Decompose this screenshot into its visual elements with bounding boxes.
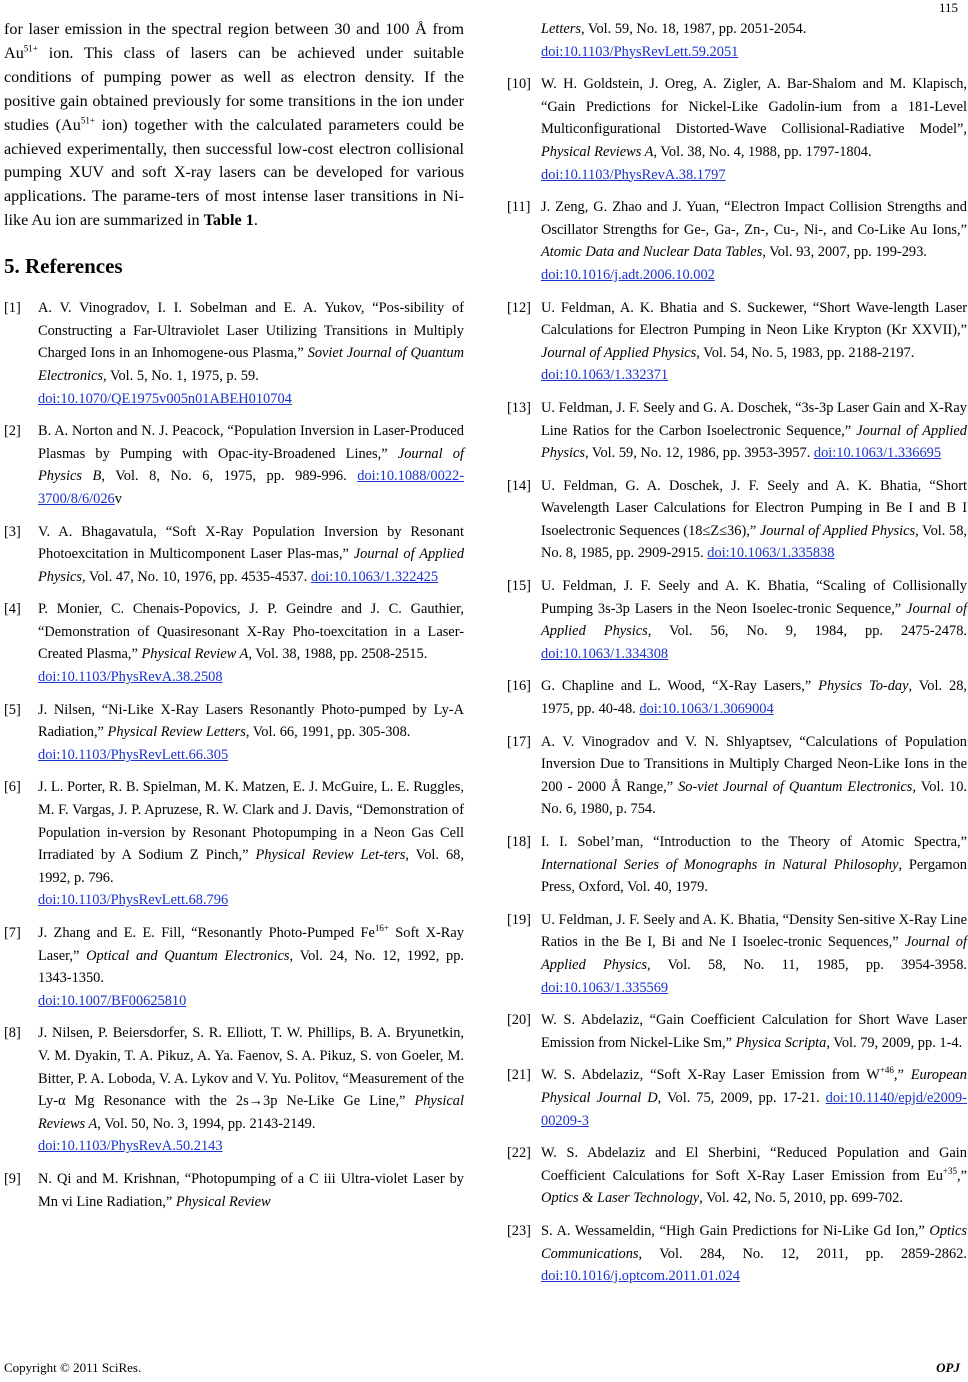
reference-text: V. A. Bhagavatula, “Soft X-Ray Population Inversion by Resonant Photoexcitation in Multicomponent Laser Plas-mas,” Journal of Applied Physics, Vol. 47, No. 10, 1976, pp. 4535-4537. doi:10.1063/1.322425 [38, 523, 465, 585]
reference-item [507, 1064, 967, 1132]
reference-text: U. Feldman, J. F. Seely and A. K. Bhatia, “Density Sen-sitive X-Ray Line Ratios in the Be I, Bi and Ne I Isoelec-tronic Sequences,” Journal of Applied Physics, Vol. 58, No. 11, 1985, pp. 3954-3958. doi:10.1063/1.335569 [541, 911, 967, 996]
reference-text: W. S. Abdelaziz, “Gain Coefficient Calculation for Short Wave Laser Emission from Nickel-Like Sm,” Physica Scripta, Vol. 79, 2009, pp. 1-4. [541, 1012, 967, 1051]
reference-text: N. Qi and M. Krishnan, “Photopumping of a C iii Ultra-violet Laser by Mn vi Line Radiation,” Physical Review [38, 1170, 464, 1210]
reference-number: [23] [507, 1222, 531, 1239]
reference-text: G. Chapline and L. Wood, “X-Ray Lasers,” Physics To-day, Vol. 28, 1975, pp. 40-48. doi:10.1063/1.3069004 [541, 678, 967, 718]
reference-item [4, 1022, 464, 1158]
reference-text: J. Zhang and E. E. Fill, “Resonantly Photo-Pumped $Fe^{16+}$ Soft X-Ray Laser,” Optical and Quantum Electronics, Vol. 24, No. 12, 1992, pp. 1343-1350. doi:10.1007/BF00625810 [38, 923, 464, 1009]
reference-item [4, 297, 464, 410]
reference-item [4, 598, 464, 688]
doi-link[interactable]: doi:10.1063/1.322425 [310, 568, 439, 585]
doi-link[interactable]: doi:10.1063/1.3069004 [639, 701, 774, 718]
reference-number: [20] [507, 1012, 531, 1029]
reference-item [4, 521, 464, 589]
doi-link[interactable]: doi:10.1007/BF00625810 [38, 992, 187, 1009]
reference-text: Letters, Vol. 59, No. 18, 1987, pp. 2051-2054. doi:10.1103/PhysRevLett.59.2051 [541, 21, 807, 60]
reference-item [4, 1168, 464, 1213]
copyright-text: Copyright © 2011 SciRes. [4, 1360, 142, 1375]
reference-item [507, 575, 967, 665]
reference-number: [8] [4, 1025, 21, 1042]
reference-number: [6] [4, 779, 21, 796]
reference-item [507, 909, 967, 999]
reference-number: [4] [4, 601, 21, 618]
reference-number: [21] [507, 1067, 531, 1084]
reference-text: U. Feldman, G. A. Doschek, J. F. Seely and A. K. Bhatia, “Short Wavelength Laser Calculations for Electron Pumping in Be I and B I Isoelectronic Sequences (18≤Z≤36),” Journal of Applied Physics, Vol. 58, No. 8, 1985, pp. 2909-2915. doi:10.1063/1.335838 [541, 477, 967, 562]
reference-list-right [507, 18, 967, 1288]
reference-text: J. Nilsen, P. Beiersdorfer, S. R. Elliott, T. W. Phillips, B. A. Bryunetkin, V. M. Dyakin, T. A. Pikuz, A. Ya. Faenov, S. A. Pikuz, S. von Goeler, M. Bitter, P. A. Loboda, V. A. Lykov and V. Yu. Politov, “Measurement of the Ly-α Mg Resonance with the 2s→3p Ne-Like Ge Line,” Physical Reviews A, Vol. 50, No. 3, 1994, pp. 2143-2149. doi:10.1103/PhysRevA.50.2143 [38, 1025, 464, 1155]
reference-item [507, 196, 967, 286]
doi-link[interactable]: doi:10.1063/1.335838 [707, 545, 835, 562]
doi-link[interactable]: doi:10.1103/PhysRevA.38.2508 [38, 669, 223, 686]
reference-text: J. L. Porter, R. B. Spielman, M. K. Matzen, E. J. McGuire, L. E. Ruggles, M. F. Vargas, J. P. Apruzese, R. W. Clark and J. Davis, “Demonstration of Population in-version by Resonant Photopumping in a Neon Gas Cell Irradiated by A Sodium Z Pinch,” Physical Review Let-ters, Vol. 68, 1992, p. 796. doi:10.1103/PhysRevLett.68.796 [38, 779, 464, 909]
reference-item [4, 776, 464, 912]
reference-item [507, 1009, 967, 1054]
doi-link[interactable]: doi:10.1103/PhysRevLett.59.2051 [541, 43, 739, 60]
references-heading: 5. References [4, 254, 123, 279]
conclusion-paragraph: for laser emission in the spectral region between 30 and 100 Å from $Au^{51+}$ ion. This class of lasers can be achieved under suitable conditions of pumping power as well as electron density. If the positive gain obtained previously for some transitions in the ion under studies ($Au^{51+}$ ion) together with the calculated parameters could be achieved experimentally, then successful low-cost electron collisional pumping XUV and soft X-ray lasers can be developed for various applications. The parame-ters of most intense laser transitions in Ni-like Au ion are summarized in Table 1. [4, 20, 465, 230]
reference-text: W. H. Goldstein, J. Oreg, A. Zigler, A. Bar-Shalom and M. Klapisch, “Gain Predictions for Nickel-Like Gadolin-ium from a 181-Level Multiconfigurational Distorted-Wave Collisional-Radiative Model”, Physical Reviews A, Vol. 38, No. 4, 1988, pp. 1797-1804. doi:10.1103/PhysRevA.38.1797 [541, 76, 967, 183]
reference-item [507, 1220, 967, 1288]
reference-item [507, 18, 967, 63]
reference-number: [2] [4, 423, 21, 440]
reference-number: [9] [4, 1170, 21, 1187]
reference-item [507, 297, 967, 387]
reference-text: W. S. Abdelaziz, “Soft X-Ray Laser Emission from $W^{+46}$,” European Physical Journal D, Vol. 75, 2009, pp. 17-21. doi:10.1140/epjd/e2009-00209-3 [541, 1065, 967, 1129]
doi-link[interactable]: doi:10.1103/PhysRevLett.68.796 [38, 892, 229, 909]
doi-link[interactable]: doi:10.1140/epjd/e2009-00209-3 [541, 1089, 967, 1129]
doi-link[interactable]: doi:10.1016/j.adt.2006.10.002 [541, 266, 715, 283]
page-number: 115 [938, 0, 958, 15]
reference-item [507, 831, 967, 899]
reference-item [507, 397, 967, 465]
reference-text: J. Nilsen, “Ni-Like X-Ray Lasers Resonantly Photo-pumped by Ly-A Radiation,” Physical Review Letters, Vol. 66, 1991, pp. 305-308. doi:10.1103/PhysRevLett.66.305 [38, 701, 464, 763]
reference-number: [13] [507, 399, 531, 416]
reference-number: [7] [4, 925, 21, 941]
doi-link[interactable]: doi:10.1063/1.335569 [541, 979, 669, 996]
reference-text: A. V. Vinogradov and V. N. Shlyaptsev, “Calculations of Population Inversion Due to Transitions in Multiply Charged Neon-Like Ions in the 200 - 2000 Å Range,” So-viet Journal of Quantum Electronics, Vol. 10. No. 6, 1980, p. 754. [541, 733, 967, 818]
right-column [507, 18, 967, 1298]
reference-number: [16] [507, 678, 531, 695]
reference-number: [11] [507, 199, 531, 216]
doi-link[interactable]: doi:10.1070/QE1975v005n01ABEH010704 [38, 390, 292, 407]
reference-number [507, 18, 541, 63]
reference-number: [14] [507, 477, 531, 494]
reference-text: I. I. Sobel’man, “Introduction to the Theory of Atomic Spectra,” International Series of Monographs in Natural Philosophy, Pergamon Press, Oxford, Vol. 40, 1979. [541, 834, 967, 896]
reference-number: [15] [507, 578, 531, 595]
reference-text: U. Feldman, A. K. Bhatia and S. Suckewer, “Short Wave-length Laser Calculations for Electron Pumping in Neon Like Krypton (Kr XXVII),” Journal of Applied Physics, Vol. 54, No. 5, 1983, pp. 2188-2197. doi:10.1063/1.332371 [541, 299, 967, 384]
doi-link[interactable]: doi:10.1103/PhysRevA.50.2143 [38, 1138, 223, 1155]
reference-text: J. Zeng, G. Zhao and J. Yuan, “Electron Impact Collision Strengths and Oscillator Strengths for Ge-, Ga-, Zn-, Cu-, Ni-, and Co-Like Au Ions,” Atomic Data and Nuclear Data Tables, Vol. 93, 2007, pp. 199-293. doi:10.1016/j.adt.2006.10.002 [541, 199, 967, 283]
reference-text: W. S. Abdelaziz and El Sherbini, “Reduced Population and Gain Coefficient Calculations for Soft X-Ray Laser Emission from $Eu^{+35}$,” Optics & Laser Technology, Vol. 42, No. 5, 2010, pp. 699-702. [541, 1145, 967, 1207]
reference-number: [5] [4, 701, 21, 718]
reference-item [4, 699, 464, 767]
doi-link[interactable]: doi:10.1103/PhysRevA.38.1797 [541, 166, 726, 183]
doi-link[interactable]: doi:10.1016/j.optcom.2011.01.024 [541, 1268, 740, 1285]
reference-list-left [4, 297, 464, 1213]
doi-link[interactable]: doi:10.1063/1.334308 [541, 645, 669, 662]
reference-number: [19] [507, 911, 531, 928]
reference-number: [18] [507, 834, 531, 850]
reference-text: U. Feldman, J. F. Seely and G. A. Doschek, “3s-3p Laser Gain and X-Ray Line Ratios for the Carbon Isoelectronic Sequence,” Journal of Applied Physics, Vol. 59, No. 12, 1986, pp. 3953-3957. doi:10.1063/1.336695 [541, 399, 967, 462]
reference-number: [1] [4, 300, 21, 317]
reference-item [4, 922, 464, 1012]
reference-text: A. V. Vinogradov, I. I. Sobelman and E. A. Yukov, “Pos-sibility of Constructing a Far-Ultraviolet Laser Utilizing Transitions in Multiply Charged Ions in an Inhomogene-ous Plasma,” Soviet Journal of Quantum Electronics, Vol. 5, No. 1, 1975, p. 59. doi:10.1070/QE1975v005n01ABEH010704 [38, 300, 465, 407]
reference-number: [10] [507, 76, 531, 93]
reference-item [507, 731, 967, 821]
reference-item [507, 73, 967, 186]
reference-text: B. A. Norton and N. J. Peacock, “Population Inversion in Laser-Produced Plasmas by Pumping with Opac-ity-Broadened Lines,” Journal of Physics B, Vol. 8, No. 6, 1975, pp. 989-996. doi:10.1088/0022-3700/8/6/026v [38, 423, 465, 507]
reference-item [507, 675, 967, 720]
doi-link[interactable]: doi:10.1103/PhysRevLett.66.305 [38, 746, 229, 763]
reference-text: S. A. Wessameldin, “High Gain Predictions for Ni-Like Gd Ion,” Optics Communications, Vol. 284, No. 12, 2011, pp. 2859-2862. doi:10.1016/j.optcom.2011.01.024 [541, 1222, 967, 1285]
reference-item [507, 475, 967, 565]
reference-item [4, 420, 464, 510]
reference-number: [17] [507, 733, 531, 750]
reference-text: P. Monier, C. Chenais-Popovics, J. P. Geindre and J. C. Gauthier, “Demonstration of Quasiresonant X-Ray Pho-toexcitation in a Laser-Created Plasma,” Physical Review A, Vol. 38, 1988, pp. 2508-2515. doi:10.1103/PhysRevA.38.2508 [38, 601, 464, 686]
doi-link[interactable]: doi:10.1063/1.336695 [813, 445, 942, 462]
reference-number: [3] [4, 523, 21, 540]
reference-item [507, 1142, 967, 1210]
reference-number: [22] [507, 1145, 531, 1162]
reference-number: [12] [507, 299, 531, 316]
doi-link[interactable]: doi:10.1063/1.332371 [541, 367, 669, 384]
reference-text: U. Feldman, J. F. Seely and A. K. Bhatia, “Scaling of Collisionally Pumping 3s-3p Lasers in the Neon Isoelec-tronic Sequence,” Journal of Applied Physics, Vol. 56, No. 9, 1984, pp. 2475-2478. doi:10.1063/1.334308 [541, 578, 967, 662]
journal-abbrev: OPJ [936, 1360, 960, 1375]
doi-link[interactable]: doi:10.1088/0022-3700/8/6/026 [38, 468, 464, 507]
left-column [4, 18, 464, 1223]
